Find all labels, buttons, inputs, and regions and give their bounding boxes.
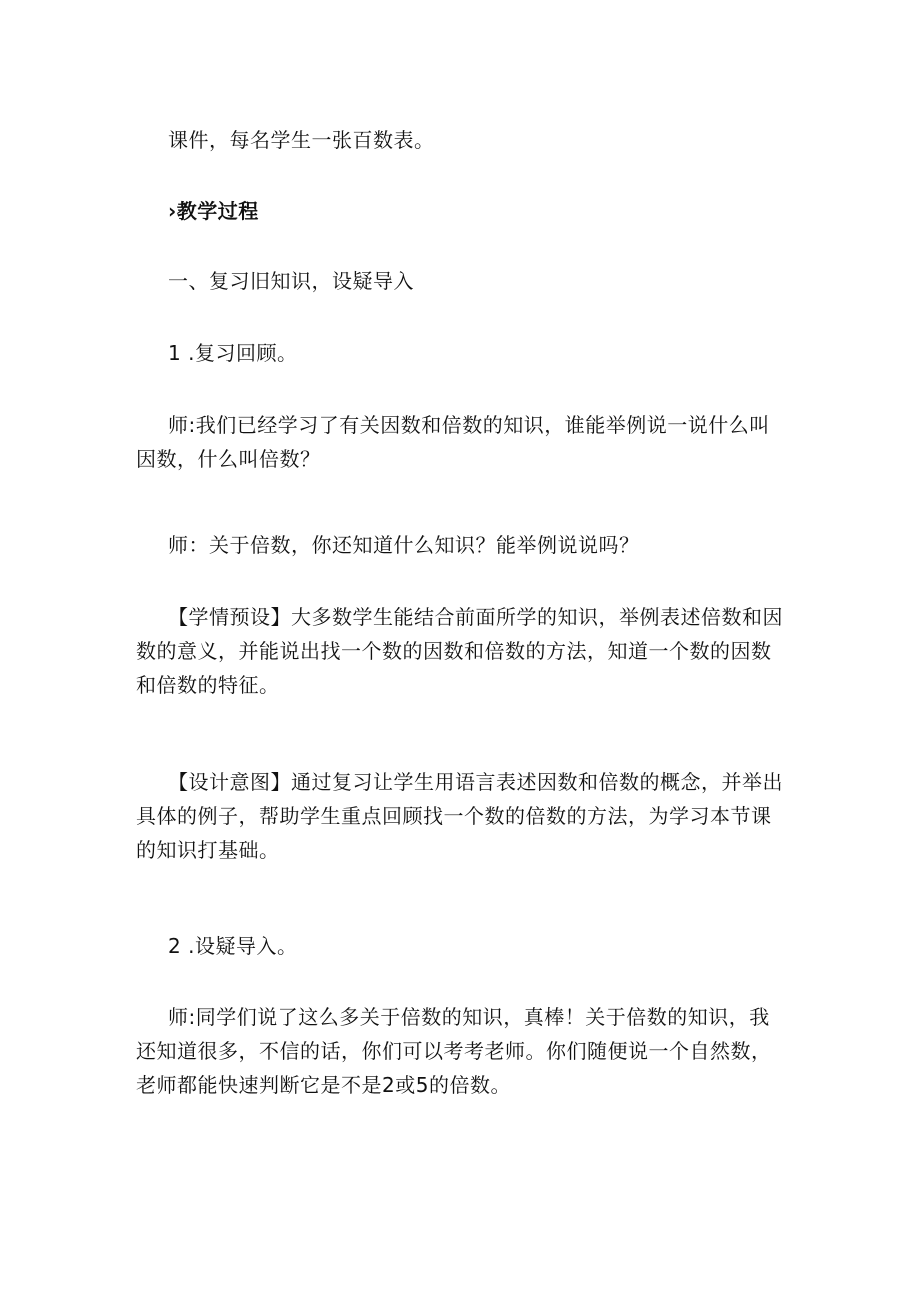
section-title: ›教学过程 (168, 199, 259, 223)
paragraph-teacher-statement: 师:同学们说了这么多关于倍数的知识，真棒！关于倍数的知识，我还知道很多，不信的话，你们可以考考老师。你们随便说一个自然数，老师都能快速判断它是不是2或5的倍数。 (136, 1005, 772, 1097)
paragraph-teacher-question-2: 师：关于倍数，你还知道什么知识？能举例说说吗？ (168, 533, 640, 557)
subheading-inquiry: 2 .设疑导入。 (168, 934, 298, 958)
materials-line: 课件，每名学生一张百数表。 (168, 128, 435, 152)
paragraph-teacher-question-1: 师:我们已经学习了有关因数和倍数的知识，谁能举例说一说什么叫因数，什么叫倍数？ (136, 413, 770, 471)
heading-review-intro: 一、复习旧知识，设疑导入 (168, 269, 414, 293)
paragraph-learning-preview: 【学情预设】大多数学生能结合前面所学的知识，举例表述倍数和因数的意义，并能说出找一个数的因数和倍数的方法，知道一个数的因数和倍数的特征。 (136, 605, 783, 697)
paragraph-design-intent: 【设计意图】通过复习让学生用语言表述因数和倍数的概念，并举出具体的例子，帮助学生重点回顾找一个数的倍数的方法，为学习本节课的知识打基础。 (136, 770, 783, 862)
subheading-review: 1 .复习回顾。 (168, 341, 298, 365)
